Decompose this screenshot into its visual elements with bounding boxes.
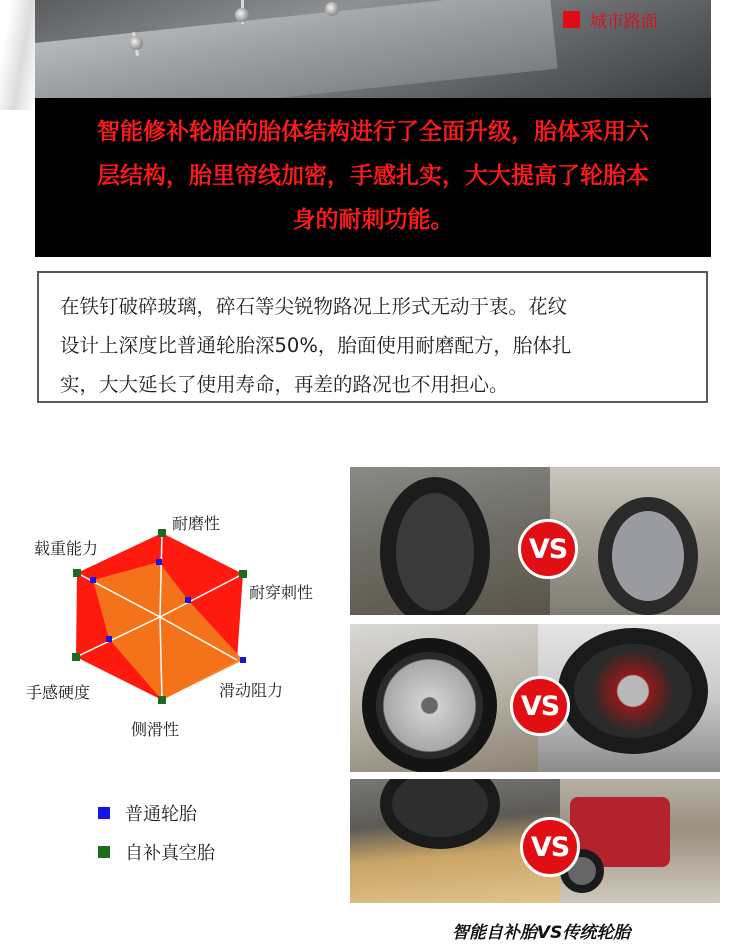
- comparison-photo: [350, 779, 720, 903]
- feature-headline: [35, 98, 711, 257]
- radar-axis-label: 侧滑性: [131, 720, 180, 739]
- description-line: 设计上深度比普通轮胎深50%，胎面使用耐磨配方，胎体扎: [60, 334, 572, 357]
- comparison-photo: [350, 624, 720, 772]
- road-tag: [563, 7, 658, 32]
- wood-plank-image: [35, 0, 558, 98]
- radar-axis-label: 载重能力: [34, 539, 99, 558]
- green-square-icon: [98, 846, 110, 858]
- description-box: [37, 271, 708, 403]
- traditional-tire-photo: [560, 779, 720, 903]
- legend-item: [98, 793, 215, 832]
- vs-badge: VS: [510, 676, 570, 736]
- self-repair-tire-photo: [350, 624, 538, 772]
- legend-item: [98, 832, 215, 871]
- nail-icon: [129, 36, 143, 50]
- side-decoration: [0, 0, 35, 110]
- radar-legend: [98, 793, 215, 871]
- headline-line: 智能修补轮胎的胎体结构进行了全面升级，胎体采用六: [97, 119, 649, 145]
- headline-line: 层结构，胎里帘线加密，手感扎实，大大提高了轮胎本: [97, 163, 649, 189]
- comparison-caption: 智能自补胎VS传统轮胎: [452, 923, 631, 943]
- blue-square-icon: [98, 807, 110, 819]
- road-label: 城市路面: [590, 12, 658, 32]
- radar-axis-label: 滑动阻力: [219, 681, 284, 700]
- legend-label: 自补真空胎: [125, 842, 215, 864]
- red-square-icon: [563, 11, 580, 28]
- radar-axis-label: 手感硬度: [26, 683, 91, 702]
- nail-board-photo: [35, 0, 711, 98]
- vs-badge: VS: [518, 519, 578, 579]
- description-line: 在铁钉破碎玻璃，碎石等尖锐物路况上形式无动于衷。花纹: [60, 295, 568, 318]
- vs-badge: VS: [520, 817, 580, 877]
- radar-chart: [0, 500, 345, 740]
- legend-label: 普通轮胎: [125, 803, 197, 825]
- headline-line: 身的耐刺功能。: [292, 207, 454, 233]
- radar-axis-label: 耐磨性: [172, 514, 221, 533]
- nail-icon: [235, 8, 249, 22]
- comparison-photo: [350, 467, 720, 615]
- description-line: 实，大大延长了使用寿命，再差的路况也不用担心。: [60, 373, 509, 396]
- radar-axis-label: 耐穿刺性: [249, 583, 314, 602]
- nail-icon: [325, 2, 339, 16]
